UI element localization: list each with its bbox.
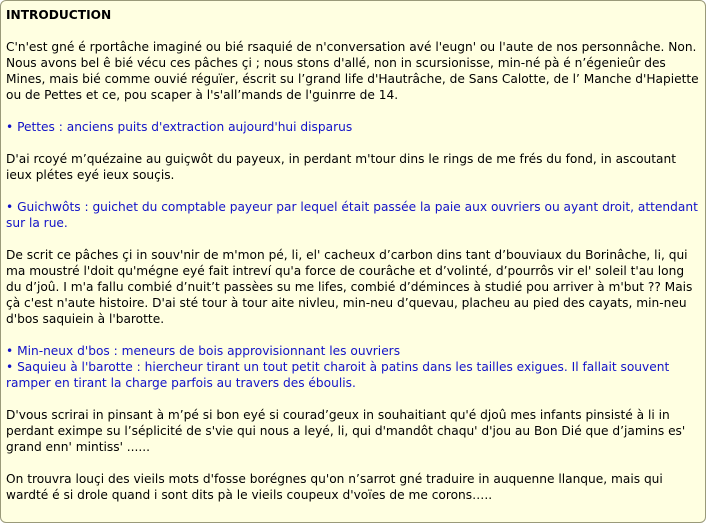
intro-paragraph: C'n'est gné é rportâche imaginé ou bié rsaquié de n'conversation avé l'eugn' ou l'aute de nos personnâche. Non. Nous avons bel ê bié vécu ces pâches çi ; nous stons d'allé, non in scursionisse, min-né pà é n’égenieûr des Mines, mais bié comme ouvié réguïer, éscrit su l’grand life d'Hautrâche, de Sans Calotte, de l’ Manche d'Hapiette ou de Pettes et ce, pou scaper à l's'all’mands de l'guinrre de 14. — [6, 40, 699, 102]
glossary-note-min-neux: • Min-neux d'bos : meneurs de bois approvisionnant les ouvriers — [6, 344, 401, 358]
paye-paragraph: D'ai rcoyé m’quézaine au guiçwôt du payeux, in perdant m'tour dins le rings de me frés du fond, in ascoutant ieux plétes eyé ieux souçis. — [6, 152, 677, 182]
glossary-note-guichwots: • Guichwôts : guichet du comptable payeur par lequel était passée la paie aux ouvriers ou ayant droit, attendant sur la rue. — [6, 200, 698, 230]
closing-paragraph: On trouvra louçi des vieils mots d'fosse borégnes qu'on n’sarrot gné traduire in auquenne llanque, mais qui wardté é si drole quand i sont dits pà le vieils coupeux d'voïes de me corons….. — [6, 472, 663, 502]
section-title: INTRODUCTION — [6, 8, 112, 22]
dedication-paragraph: D'vous scrirai in pinsant à m’pé si bon eyé si courad’geux in souhaitiant qu'é djoû mes infants pinsisté à li in perdant eximpe su l’séplicité de s'vie qui nous a leyé, li, qui d'mandôt chaqu' d'jou au Bon Dié que d’jamins es' grand enn' mintiss' ...... — [6, 408, 686, 454]
father-paragraph: De scrit ce pâches çi in souv'nir de m'mon pé, li, el' cacheux d’carbon dins tant d’bouviaux du Borinâche, li, qui ma moustré l'doit qu'mégne eyé fait intreví qu'a force de courâche et d’volinté, d’pourrôs vir el' soleil t'au long du d’joû. I m'a fallu combié d’nuit’t passèes su me lifes, combié d’déminces à studié pou arriver à m'but ?? Mais çà c'est n'aute histoire. D'ai sté tour à tour aite nivleu, min-neu d’quevau, placheu au pied des cayats, min-neu d'bos saquiein à l'barotte. — [6, 248, 693, 326]
glossary-note-saquieu: • Saquieu à l'barotte : hiercheur tirant un tout petit charoit à patins dans les tailles exigues. Il fallait souvent ramper en tirant la charge parfois au travers des éboulis. — [6, 360, 670, 390]
glossary-note-pettes: • Pettes : anciens puits d'extraction aujourd'hui disparus — [6, 120, 353, 134]
